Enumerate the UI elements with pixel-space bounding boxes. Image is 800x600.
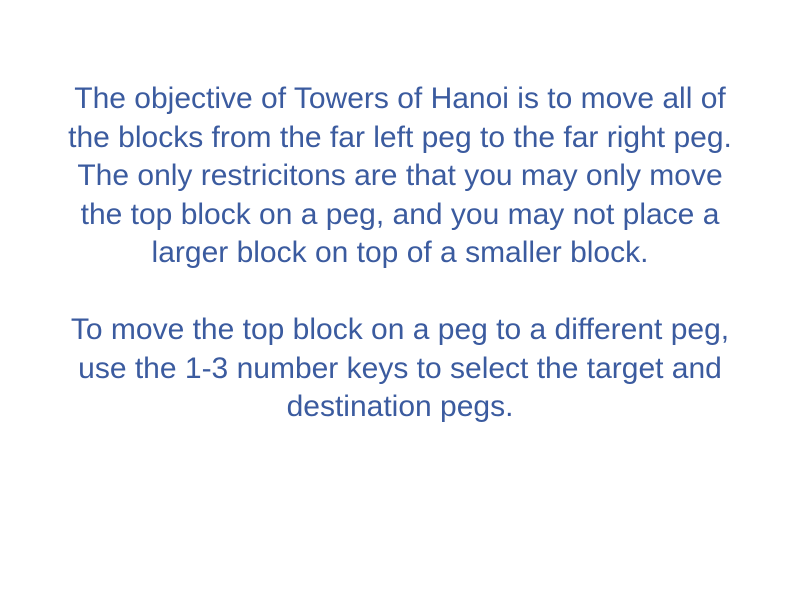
controls-line-3: destination pegs. [286,390,514,423]
paragraph-spacer [0,273,800,312]
objective-line-3: The only restricitons are that you may only move [77,159,723,192]
objective-line-4: the top block on a peg, and you may not place a [80,197,720,231]
objective-line-2: the blocks from the far left peg to the far right peg. [68,120,732,154]
controls-paragraph [0,311,800,427]
objective-paragraph [0,80,800,273]
controls-line-2: use the 1-3 number keys to select the target and [78,351,722,385]
objective-line-1: The objective of Towers of Hanoi is to move all of [74,82,726,115]
instructions-text-block [0,80,800,427]
controls-line-1: To move the top block on a peg to a different peg, [70,313,730,346]
objective-line-5: larger block on top of a smaller block. [151,236,649,269]
